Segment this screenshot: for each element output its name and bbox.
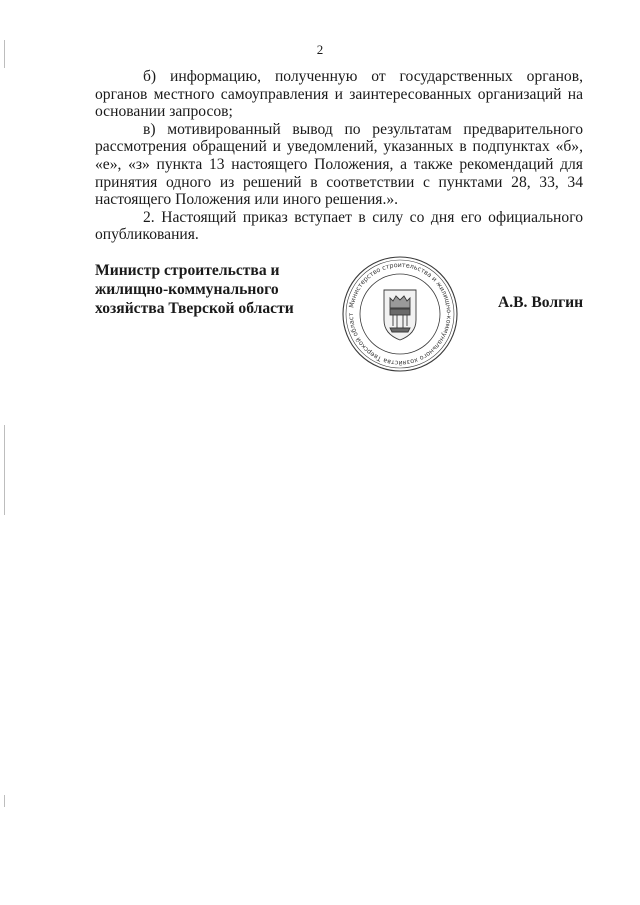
seal-ring-textpath: Министерство строительства и жилищно-коммунального хозяйства Тверской област [346, 260, 454, 368]
signatory-title [95, 261, 335, 318]
signatory-name: А.В. Волгин [498, 294, 584, 311]
paragraph-point-2: 2. Настоящий приказ вступает в силу со дня его официального опубликования. [95, 208, 583, 244]
scan-edge-mark [4, 40, 5, 68]
signatory-title-line: хозяйства Тверской области [95, 300, 294, 317]
scan-edge-mark [4, 425, 5, 515]
paragraph-item-v: в) мотивированный вывод по результатам предварительного рассмотрения обращений и уведомлений, указанных в подпунктах «б», «е», «з» пункта 13 настоящего Положения, а также рекомендаций для принятия одного из решений в соответствии с пунктами 28, 33, 34 настоящего Положения или иного решения.». [95, 120, 583, 209]
page-number: 2 [316, 42, 324, 57]
signatory-title-line: жилищно-коммунального [95, 281, 279, 298]
signatory-title-line: Министр строительства и [95, 262, 280, 279]
seal-graphic [340, 254, 460, 374]
document-body [95, 68, 583, 244]
scan-edge-mark [4, 795, 5, 807]
official-seal [340, 254, 460, 374]
coat-of-arms-icon [384, 290, 416, 340]
paragraph-item-b: б) информацию, полученную от государственных органов, органов местного самоуправления и заинтересованных организаций на основании запросов; [95, 68, 583, 121]
